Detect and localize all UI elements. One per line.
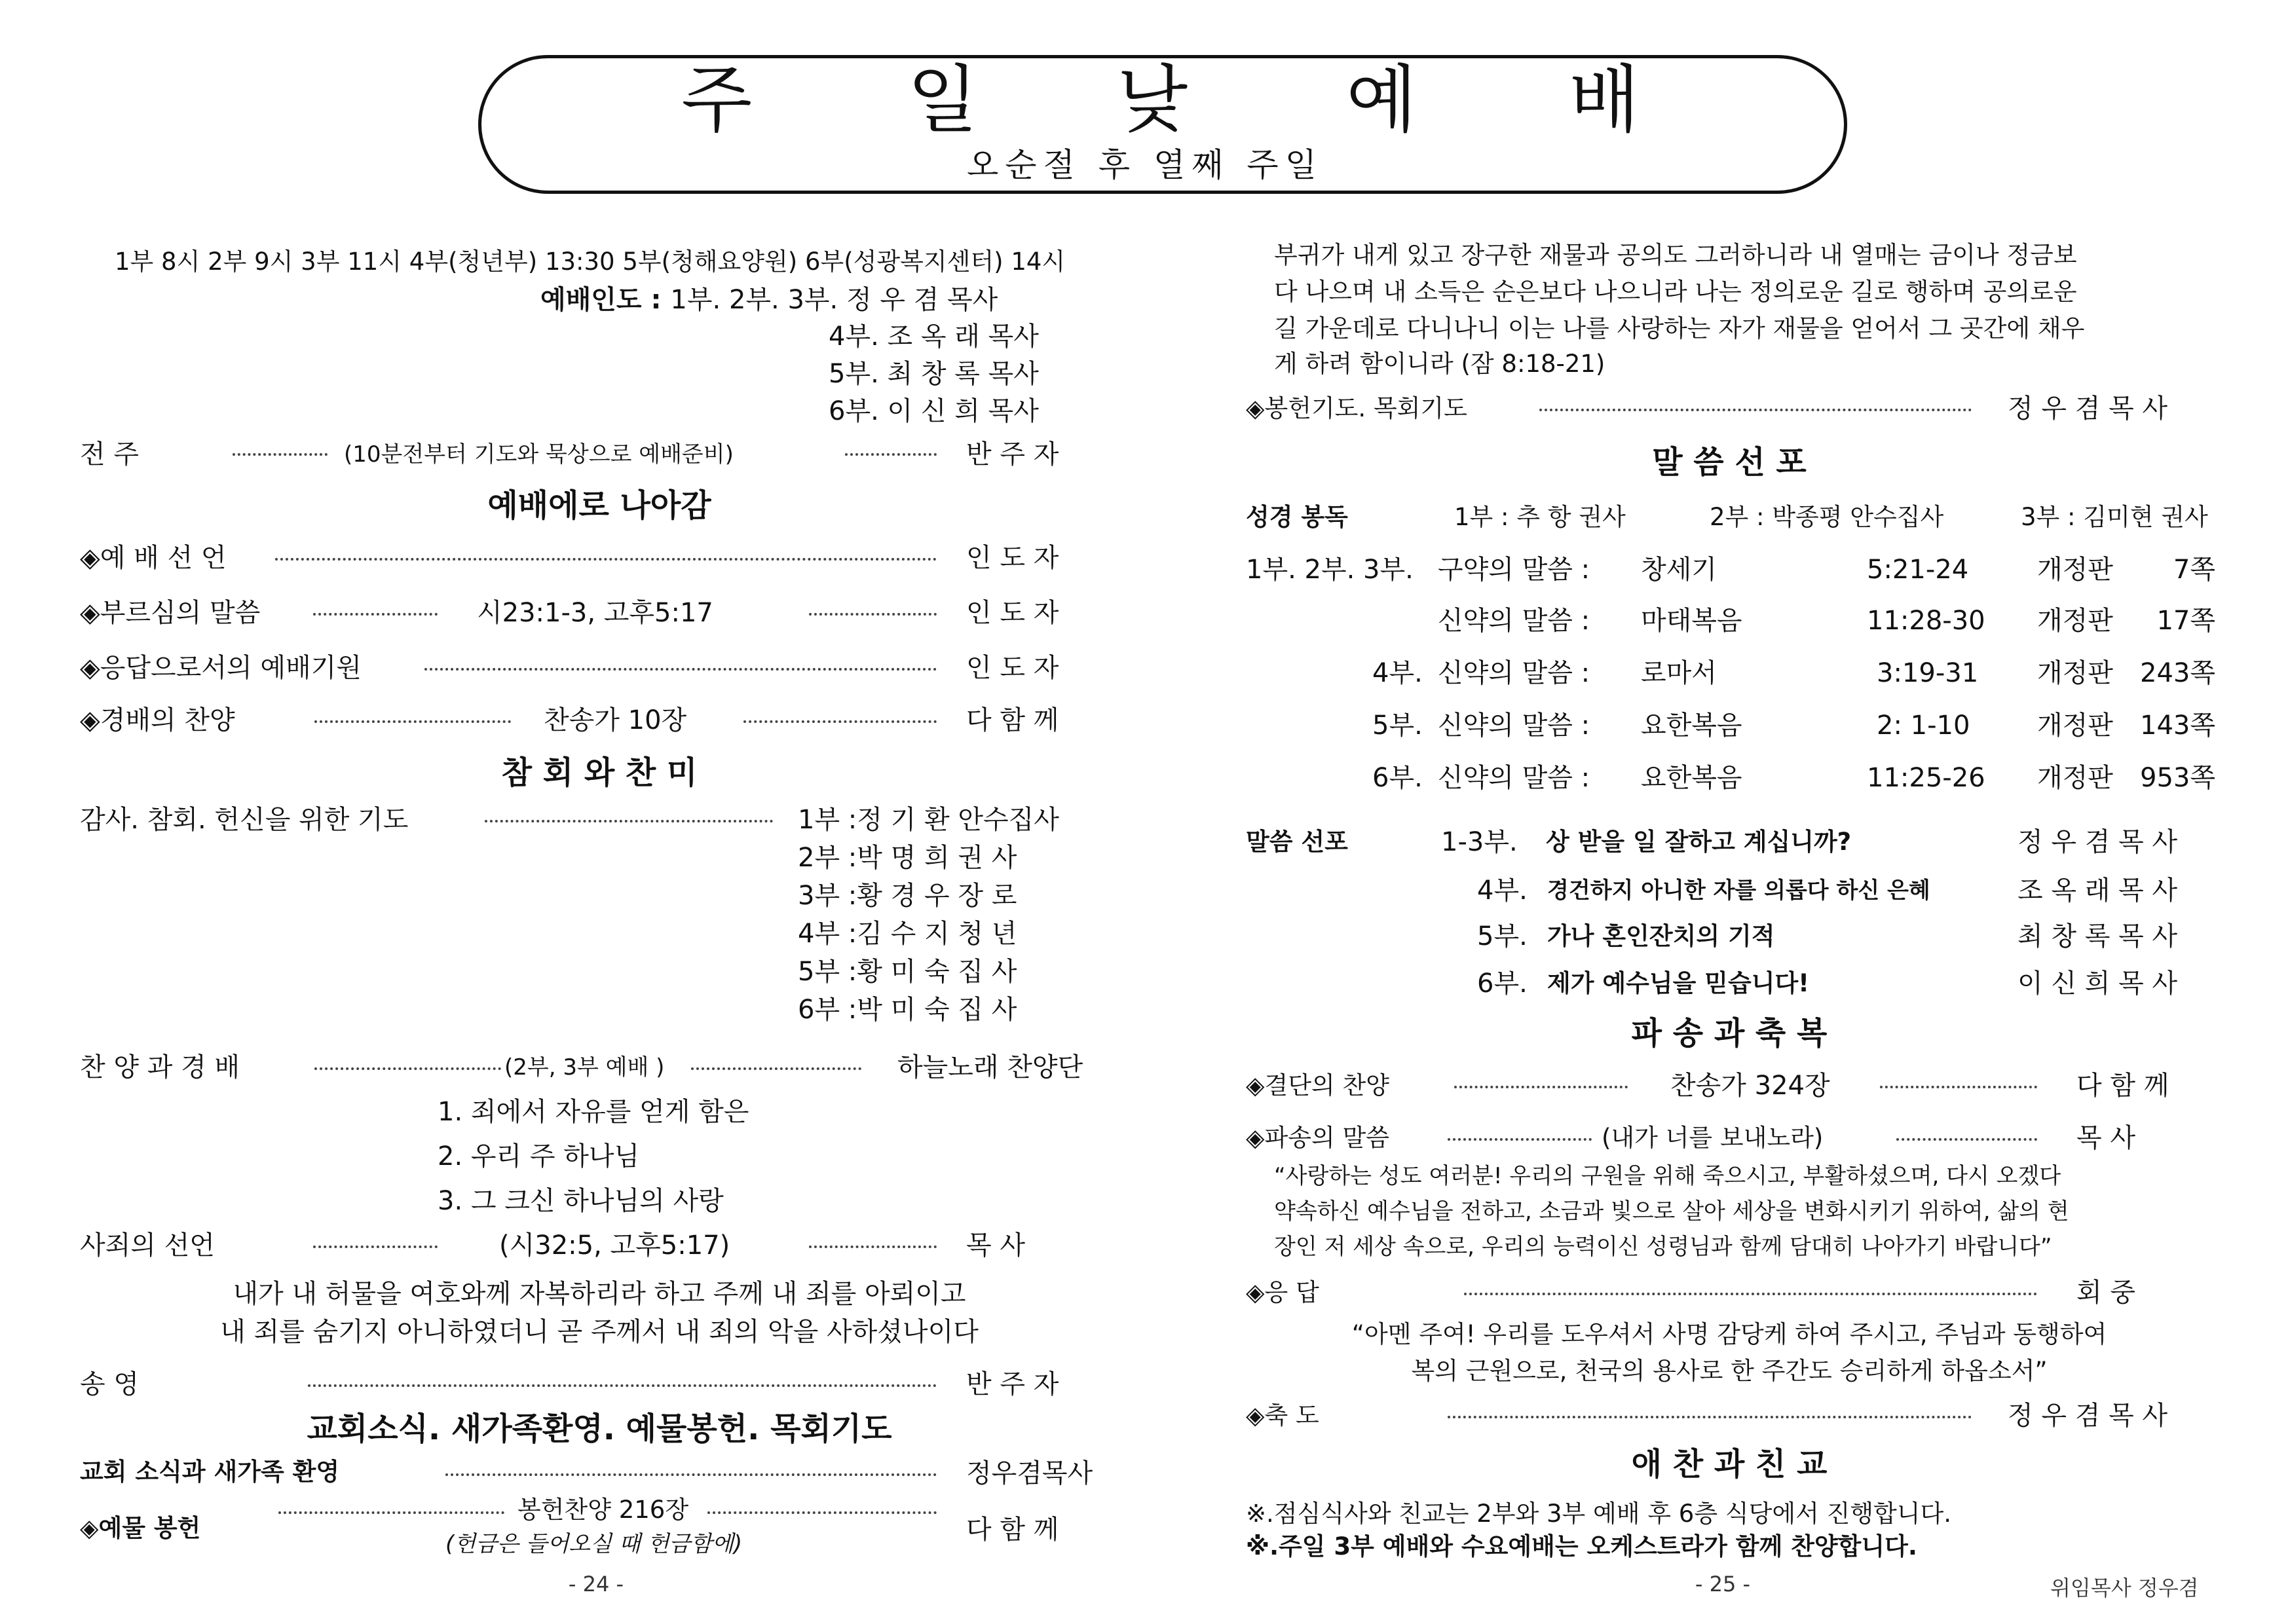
prelude-leader: 반 주 자 <box>966 439 1059 470</box>
prayer-name: 김 수 지 <box>857 919 950 949</box>
sermon-label: 말씀 선포 <box>1246 828 1348 856</box>
absolution-label: 사죄의 선언 <box>80 1230 215 1261</box>
offering-prayer-leader: 정 우 겸 목 사 <box>2008 394 2168 424</box>
reading-part: 6부. <box>1372 763 1423 793</box>
reading-ref: 3:19-31 <box>1877 658 1979 688</box>
dots <box>809 1246 937 1248</box>
calling-word-leader: 인 도 자 <box>966 598 1059 628</box>
prayer-name: 황 경 우 <box>857 881 950 911</box>
prayer-label: 감사. 참회. 헌신을 위한 기도 <box>80 805 409 835</box>
prayer-name: 정 기 환 <box>857 805 950 835</box>
dots <box>707 1511 937 1514</box>
reading-page: 953쪽 <box>2140 763 2215 793</box>
title-char-4: 예 <box>1346 58 1417 143</box>
prayer-person-5: 5부 :황 미 숙 집 사 <box>798 957 1017 987</box>
closing-hymn-leader: 다 함 께 <box>2076 1071 2169 1101</box>
choir-song-3: 3. 그 크신 하나님의 사랑 <box>438 1186 724 1216</box>
reading-ref: 11:25-26 <box>1867 763 1985 793</box>
service-times: 1부 8시 2부 9시 3부 11시 4부(청년부) 13:30 5부(청해요양원) 6부(성광복지센터) 14시 <box>115 248 1066 276</box>
reader-1: 1부 : 추 항 권사 <box>1454 503 1626 531</box>
invocation-label: ◈응답으로서의 예배기원 <box>80 653 362 683</box>
reading-edition: 개정판 <box>2037 658 2113 688</box>
absolution-ref: (시32:5, 고후5:17) <box>499 1230 730 1261</box>
gloria-leader: 반 주 자 <box>966 1369 1059 1399</box>
sermon-part-1: 1-3부. <box>1441 827 1518 857</box>
reading-kind: 구약의 말씀 : <box>1438 555 1590 585</box>
prayer-person-2: 2부 :박 명 희 권 사 <box>798 843 1017 873</box>
reading-kind: 신약의 말씀 : <box>1438 606 1590 636</box>
leader-1: 1부. 2부. 3부. 정 우 겸 목사 <box>670 285 998 315</box>
section-heading-word: 말 씀 선 포 <box>1652 444 1807 481</box>
leader-3: 5부. 최 창 록 목사 <box>829 359 1039 389</box>
dots <box>308 1384 937 1387</box>
dots <box>485 820 773 822</box>
section-heading-approach: 예배에로 나아감 <box>487 487 711 524</box>
scripture-line-2: 다 나으며 내 소득은 순은보다 나으니라 나는 정의로운 길로 행하며 공의로운 <box>1274 278 2077 306</box>
leaders-label-text: 예배인도 : <box>540 285 671 315</box>
dots <box>743 720 937 723</box>
reading-edition: 개정판 <box>2037 555 2113 585</box>
sending-text-1: “사랑하는 성도 여러분! 우리의 구원을 위해 죽으시고, 부활하셨으며, 다시 오겠다 <box>1274 1163 2061 1189</box>
scripture-line-3: 길 가운데로 다니나니 이는 나를 사랑하는 자가 재물을 얻어서 그 곳간에 채우 <box>1274 314 2085 342</box>
sending-text-2: 약속하신 예수님을 전하고, 소금과 빛으로 살아 세상을 변화시키기 위하여, 삶의 현 <box>1274 1198 2069 1225</box>
prayer-title: 청 년 <box>958 919 1017 949</box>
page-number-right: - 25 - <box>1695 1572 1751 1596</box>
response-text-1: “아멘 주여! 우리를 도우셔서 사명 감당케 하여 주시고, 주님과 동행하여 <box>1351 1320 2107 1348</box>
praise-hymn-leader: 다 함 께 <box>966 705 1059 735</box>
gloria-label: 송 영 <box>80 1369 139 1399</box>
reading-kind: 신약의 말씀 : <box>1438 710 1590 741</box>
reading-book: 요한복음 <box>1641 763 1742 793</box>
section-heading-fellowship: 애 찬 과 친 교 <box>1631 1446 1828 1483</box>
section-heading-news: 교회소식. 새가족환영. 예물봉헌. 목회기도 <box>307 1411 892 1447</box>
prayer-title: 안수집사 <box>958 805 1059 835</box>
closing-hymn-label: ◈결단의 찬양 <box>1246 1071 1389 1099</box>
prelude-label: 전 주 <box>80 439 139 470</box>
sermon-title-3: 가나 혼인잔치의 기적 <box>1547 922 1775 950</box>
call-to-worship-leader: 인 도 자 <box>966 543 1059 573</box>
prayer-name: 황 미 숙 <box>857 957 950 987</box>
section-heading-sending: 파 송 과 축 복 <box>1631 1015 1828 1052</box>
absolution-leader: 목 사 <box>966 1230 1025 1261</box>
dots <box>845 453 937 456</box>
dots <box>314 1067 501 1070</box>
title-char-1: 주 <box>681 58 753 143</box>
prayer-part: 3부 <box>798 881 840 911</box>
sending-note: (내가 너를 보내노라) <box>1602 1124 1824 1152</box>
choir-note: (2부, 3부 예배 ) <box>504 1054 665 1080</box>
prayer-name: 박 명 희 <box>857 843 950 873</box>
prayer-person-3: 3부 :황 경 우 장 로 <box>798 881 1017 911</box>
reading-edition: 개정판 <box>2037 763 2113 793</box>
prayer-part: 4부 <box>798 919 840 949</box>
praise-hymn-label: ◈경배의 찬양 <box>80 705 235 735</box>
dots <box>313 1246 438 1248</box>
prelude-note: (10분전부터 기도와 묵상으로 예배준비) <box>344 441 734 468</box>
prayer-part: 2부 <box>798 843 840 873</box>
prayer-person-6: 6부 :박 미 숙 집 사 <box>798 995 1017 1025</box>
calling-word-text: 시23:1-3, 고후5:17 <box>477 598 713 628</box>
reading-page: 7쪽 <box>2173 555 2215 585</box>
sermon-preacher-2: 조 옥 래 목 사 <box>2018 876 2178 906</box>
dots <box>275 558 937 561</box>
dots <box>1464 1293 2037 1295</box>
reading-part: 1부. 2부. 3부. <box>1246 555 1414 585</box>
praise-hymn-number: 찬송가 10장 <box>544 705 687 735</box>
dots <box>1880 1086 2037 1088</box>
reading-edition: 개정판 <box>2037 606 2113 636</box>
dots <box>1448 1138 1592 1141</box>
reader-3: 3부 : 김미현 권사 <box>2021 503 2208 531</box>
absolution-text-2: 내 죄를 숨기지 아니하였더니 곧 주께서 내 죄의 악을 사하셨나이다 <box>220 1317 979 1347</box>
offering-hymn: 봉헌찬양 216장 <box>517 1496 689 1524</box>
page-number-left: - 24 - <box>568 1572 624 1596</box>
notice-2: ※.주일 3부 예배와 수요예배는 오케스트라가 함께 찬양합니다. <box>1246 1532 1917 1560</box>
choir-label: 찬 양 과 경 배 <box>80 1052 240 1082</box>
dots <box>809 613 937 616</box>
prayer-name: 박 미 숙 <box>857 995 950 1025</box>
prayer-title: 집 사 <box>958 957 1017 987</box>
leaders-label <box>540 283 998 317</box>
reading-book: 창세기 <box>1641 555 1717 585</box>
dots <box>1896 1138 2037 1141</box>
scripture-line-1: 부귀가 내게 있고 장구한 재물과 공의도 그러하니라 내 열매는 금이나 정금보 <box>1274 241 2077 269</box>
reading-page: 243쪽 <box>2140 658 2215 688</box>
dots <box>1454 1086 1628 1088</box>
dots <box>445 1473 937 1476</box>
sending-leader: 목 사 <box>2076 1123 2135 1153</box>
sending-text-3: 장인 저 세상 속으로, 우리의 능력이신 성령님과 함께 담대히 나아가기 바랍니다” <box>1274 1234 2052 1260</box>
dots <box>313 613 438 616</box>
title-char-2: 일 <box>907 58 979 143</box>
title-char-3: 낮 <box>1117 58 1188 143</box>
offering-note: (헌금은 들어오실 때 헌금함에) <box>445 1531 743 1557</box>
sermon-title-1: 상 받을 일 잘하고 계십니까? <box>1546 828 1852 856</box>
reading-ref: 5:21-24 <box>1867 555 1969 585</box>
sermon-part-3: 5부. <box>1477 921 1528 951</box>
calling-word-label: ◈부르심의 말씀 <box>80 598 261 628</box>
invocation-leader: 인 도 자 <box>966 653 1059 683</box>
news-leader: 정우겸목사 <box>966 1458 1093 1488</box>
sermon-part-4: 6부. <box>1477 969 1528 999</box>
prayer-part: 5부 <box>798 957 840 987</box>
offering-label: ◈예물 봉헌 <box>80 1514 201 1542</box>
news-label: 교회 소식과 새가족 환영 <box>80 1458 340 1486</box>
reading-book: 마태복음 <box>1641 606 1742 636</box>
choir-song-2: 2. 우리 주 하나님 <box>438 1141 640 1172</box>
dots <box>233 453 328 456</box>
prayer-title: 권 사 <box>958 843 1017 873</box>
notice-1: ※.점심식사와 친교는 2부와 3부 예배 후 6층 식당에서 진행합니다. <box>1246 1500 1952 1528</box>
sermon-preacher-3: 최 창 록 목 사 <box>2018 921 2178 951</box>
response-leader: 회 중 <box>2076 1278 2135 1308</box>
response-text-2: 복의 근원으로, 천국의 용사로 한 주간도 승리하게 하옵소서” <box>1411 1357 2048 1385</box>
reading-page: 17쪽 <box>2156 606 2215 636</box>
prayer-part: 6부 <box>798 995 840 1025</box>
leader-2: 4부. 조 옥 래 목사 <box>829 322 1039 352</box>
dots <box>1448 1416 1972 1418</box>
reading-book: 로마서 <box>1641 658 1717 688</box>
sermon-preacher-4: 이 신 희 목 사 <box>2018 969 2178 999</box>
reading-book: 요한복음 <box>1641 710 1742 741</box>
leader-4: 6부. 이 신 희 목사 <box>829 396 1039 426</box>
reading-part: 5부. <box>1372 710 1423 741</box>
sermon-title-4: 제가 예수님을 믿습니다! <box>1547 969 1810 997</box>
closing-hymn-number: 찬송가 324장 <box>1670 1071 1830 1101</box>
sermon-preacher-1: 정 우 겸 목 사 <box>2018 827 2178 857</box>
call-to-worship-label: ◈예 배 선 언 <box>80 543 227 573</box>
section-heading-repentance: 참 회 와 찬 미 <box>501 754 698 791</box>
dots <box>424 668 937 671</box>
choir-song-1: 1. 죄에서 자유를 얻게 함은 <box>438 1097 749 1127</box>
prayer-part: 1부 <box>798 805 840 835</box>
page-subtitle: 오순절 후 열째 주일 <box>966 146 1324 184</box>
prayer-title: 장 로 <box>958 881 1017 911</box>
scripture-line-4: 게 하려 함이니라 (잠 8:18-21) <box>1274 350 1605 378</box>
absolution-text-1: 내가 내 허물을 여호와께 자복하리라 하고 주께 내 죄를 아뢰이고 <box>233 1279 966 1309</box>
reading-page: 143쪽 <box>2140 710 2215 741</box>
benediction-leader: 정 우 겸 목 사 <box>2008 1401 2168 1431</box>
prayer-person-4: 4부 :김 수 지 청 년 <box>798 919 1017 949</box>
dots <box>314 720 511 723</box>
footer-pastor: 위임목사 정우겸 <box>2050 1576 2199 1600</box>
prayer-person-1: 1부 :정 기 환 안수집사 <box>798 805 1059 835</box>
reading-ref: 11:28-30 <box>1867 606 1985 636</box>
sermon-title-2: 경건하지 아니한 자를 의롭다 하신 은혜 <box>1547 877 1930 904</box>
prayer-title: 집 사 <box>958 995 1017 1025</box>
dots <box>691 1067 861 1070</box>
choir-name: 하늘노래 찬양단 <box>897 1052 1083 1082</box>
title-char-5: 배 <box>1569 58 1640 143</box>
reading-kind: 신약의 말씀 : <box>1438 763 1590 793</box>
benediction-label: ◈축 도 <box>1246 1401 1319 1430</box>
reading-edition: 개정판 <box>2037 710 2113 741</box>
reading-part: 4부. <box>1372 658 1423 688</box>
dots <box>278 1511 504 1514</box>
sermon-part-2: 4부. <box>1477 876 1528 906</box>
reading-kind: 신약의 말씀 : <box>1438 658 1590 688</box>
response-label: ◈응 답 <box>1246 1278 1319 1306</box>
dots <box>1539 409 1972 411</box>
sending-label: ◈파송의 말씀 <box>1246 1124 1389 1152</box>
offering-leader: 다 함 께 <box>966 1515 1059 1545</box>
offering-prayer-label: ◈봉헌기도. 목회기도 <box>1246 394 1467 422</box>
readers-label: 성경 봉독 <box>1246 503 1348 531</box>
reading-ref: 2: 1-10 <box>1877 710 1970 741</box>
reader-2: 2부 : 박종평 안수집사 <box>1710 503 1944 531</box>
